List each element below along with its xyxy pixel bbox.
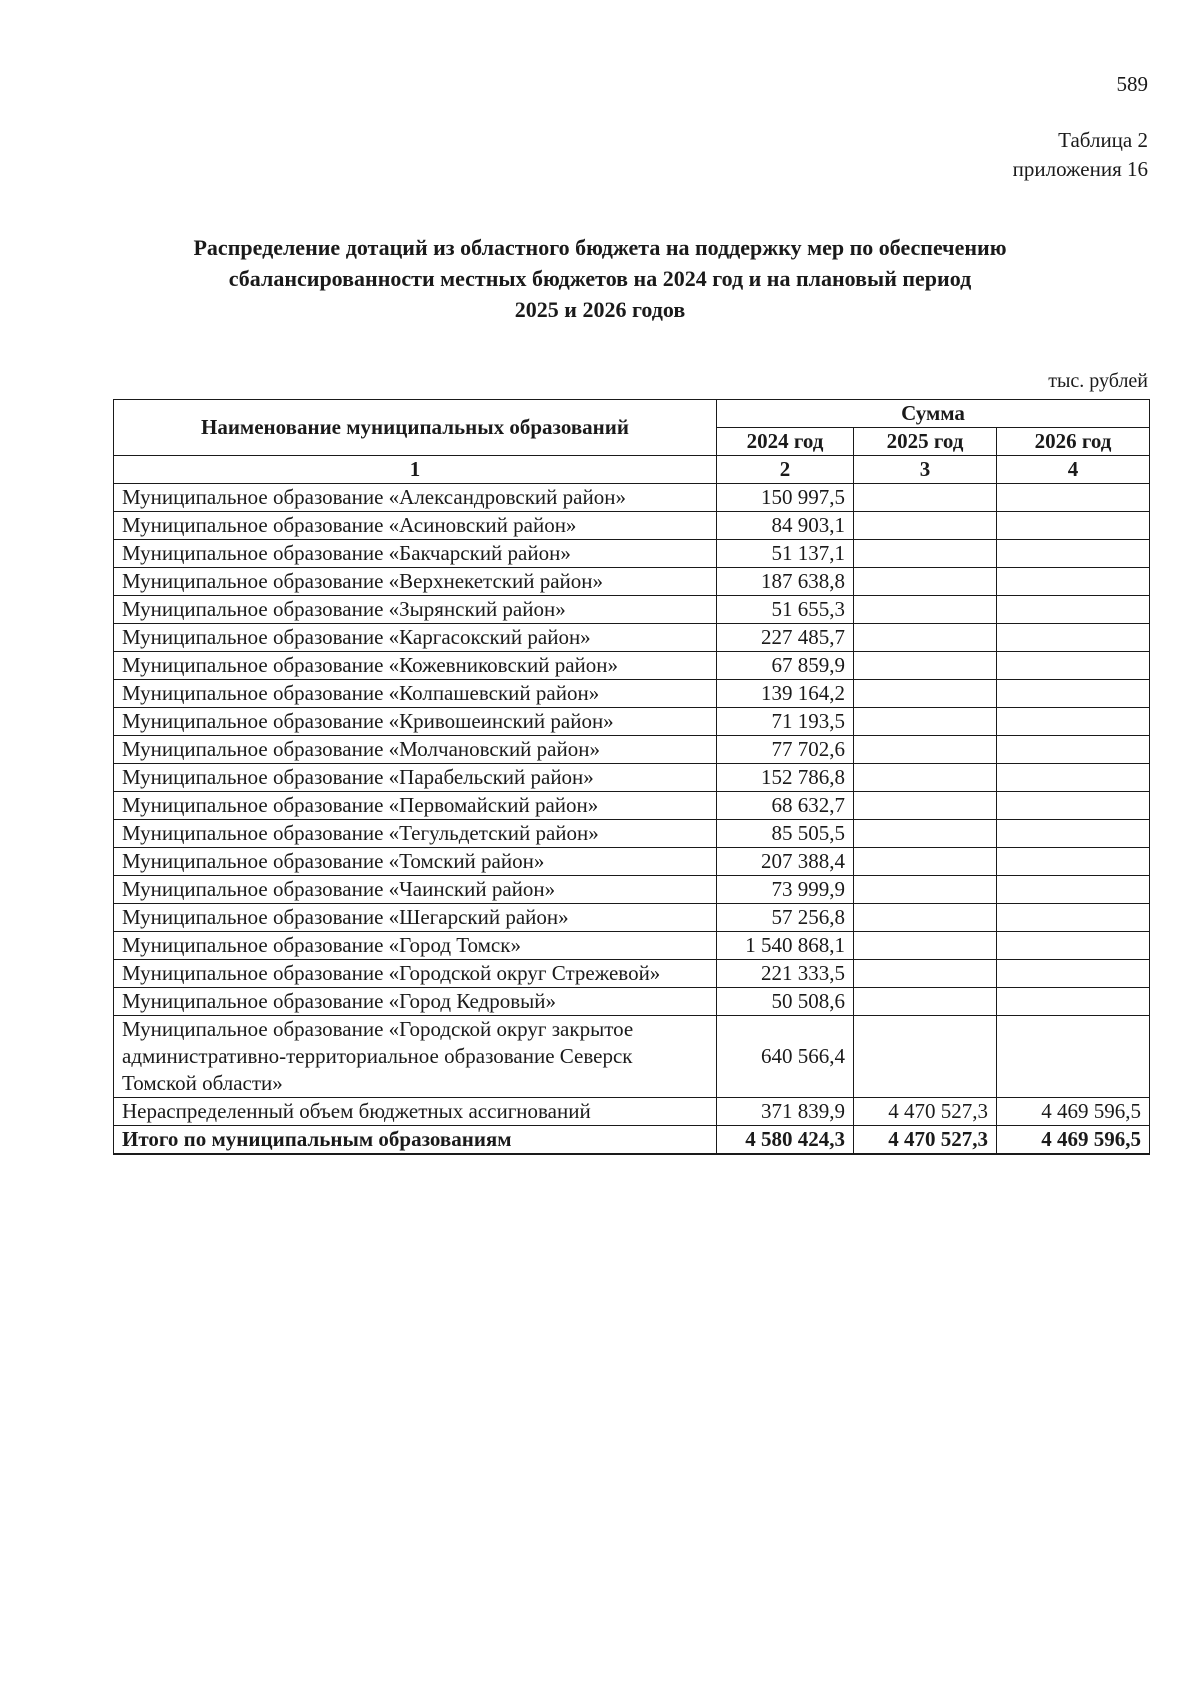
row-value-2025 xyxy=(854,932,997,960)
row-value-2024: 227 485,7 xyxy=(717,624,854,652)
table-row xyxy=(114,876,1150,904)
row-value-2025 xyxy=(854,736,997,764)
row-name: Муниципальное образование «Город Кедровый» xyxy=(114,988,717,1016)
row-value-2026 xyxy=(997,680,1150,708)
row-value-2024: 51 137,1 xyxy=(717,540,854,568)
row-value-2025 xyxy=(854,876,997,904)
row-value-2024: 50 508,6 xyxy=(717,988,854,1016)
row-value-2024: 221 333,5 xyxy=(717,960,854,988)
row-value-2026 xyxy=(997,708,1150,736)
row-name: Муниципальное образование «Молчановский район» xyxy=(114,736,717,764)
row-value-2026 xyxy=(997,540,1150,568)
row-value-2024: 67 859,9 xyxy=(717,652,854,680)
row-value-2026 xyxy=(997,848,1150,876)
row-value-2025: 4 470 527,3 xyxy=(854,1098,997,1126)
row-value-2025 xyxy=(854,764,997,792)
row-value-2025 xyxy=(854,1016,997,1098)
row-value-2025 xyxy=(854,848,997,876)
table-row xyxy=(114,904,1150,932)
table-reference-line-2: приложения 16 xyxy=(1012,157,1148,181)
row-value-2026 xyxy=(997,904,1150,932)
row-value-2025 xyxy=(854,512,997,540)
row-value-2026 xyxy=(997,652,1150,680)
row-name: Муниципальное образование «Верхнекетский район» xyxy=(114,568,717,596)
table-row xyxy=(114,988,1150,1016)
table-row xyxy=(114,1016,1150,1098)
row-value-2024: 150 997,5 xyxy=(717,484,854,512)
total-name: Итого по муниципальным образованиям xyxy=(114,1126,717,1155)
row-value-2024: 77 702,6 xyxy=(717,736,854,764)
row-value-2025 xyxy=(854,988,997,1016)
row-value-2026 xyxy=(997,764,1150,792)
row-value-2024: 73 999,9 xyxy=(717,876,854,904)
row-value-2026 xyxy=(997,624,1150,652)
header-row xyxy=(114,400,1150,428)
row-value-2026 xyxy=(997,736,1150,764)
row-value-2024: 207 388,4 xyxy=(717,848,854,876)
row-value-2025 xyxy=(854,568,997,596)
table-body xyxy=(114,484,1150,1155)
row-value-2025 xyxy=(854,540,997,568)
column-index: 4 xyxy=(997,456,1150,484)
table-row xyxy=(114,764,1150,792)
row-value-2024: 68 632,7 xyxy=(717,792,854,820)
total-value-2026: 4 469 596,5 xyxy=(997,1126,1150,1155)
column-index-row xyxy=(114,456,1150,484)
document-title-line-3: 2025 и 2026 годов xyxy=(514,297,686,322)
row-name: Муниципальное образование «Томский район» xyxy=(114,848,717,876)
header-year-2026: 2026 год xyxy=(997,428,1150,456)
table-row xyxy=(114,512,1150,540)
row-value-2026 xyxy=(997,876,1150,904)
header-year-2024: 2024 год xyxy=(717,428,854,456)
row-name: Муниципальное образование «Асиновский район» xyxy=(114,512,717,540)
page-number: 589 xyxy=(1116,72,1148,96)
row-value-2024: 71 193,5 xyxy=(717,708,854,736)
row-value-2026 xyxy=(997,792,1150,820)
row-name: Муниципальное образование «Тегульдетский район» xyxy=(114,820,717,848)
row-value-2024: 1 540 868,1 xyxy=(717,932,854,960)
row-value-2025 xyxy=(854,484,997,512)
row-name: Муниципальное образование «Зырянский район» xyxy=(114,596,717,624)
row-value-2026 xyxy=(997,820,1150,848)
row-name: Муниципальное образование «Город Томск» xyxy=(114,932,717,960)
row-value-2025 xyxy=(854,652,997,680)
header-year-2025: 2025 год xyxy=(854,428,997,456)
column-index: 2 xyxy=(717,456,854,484)
row-value-2026 xyxy=(997,596,1150,624)
table-row xyxy=(114,596,1150,624)
row-value-2026 xyxy=(997,1016,1150,1098)
row-name: Муниципальное образование «Парабельский район» xyxy=(114,764,717,792)
table-row xyxy=(114,652,1150,680)
row-value-2025 xyxy=(854,792,997,820)
row-value-2025 xyxy=(854,960,997,988)
row-value-2026 xyxy=(997,512,1150,540)
table-row xyxy=(114,624,1150,652)
row-name: Муниципальное образование «Кожевниковский район» xyxy=(114,652,717,680)
row-name: Муниципальное образование «Городской округ закрытое административно-территориальное образование Северск Томской области» xyxy=(114,1016,717,1098)
row-name: Муниципальное образование «Александровский район» xyxy=(114,484,717,512)
column-index: 3 xyxy=(854,456,997,484)
table-row xyxy=(114,540,1150,568)
table-row xyxy=(114,568,1150,596)
row-value-2024: 85 505,5 xyxy=(717,820,854,848)
row-value-2026 xyxy=(997,484,1150,512)
total-value-2024: 4 580 424,3 xyxy=(717,1126,854,1155)
table-row xyxy=(114,1098,1150,1126)
table-row xyxy=(114,484,1150,512)
row-value-2026 xyxy=(997,988,1150,1016)
row-value-2025 xyxy=(854,904,997,932)
row-value-2024: 640 566,4 xyxy=(717,1016,854,1098)
row-value-2025 xyxy=(854,680,997,708)
table-reference-line-1: Таблица 2 xyxy=(1058,128,1148,152)
row-value-2026: 4 469 596,5 xyxy=(997,1098,1150,1126)
row-name: Муниципальное образование «Бакчарский район» xyxy=(114,540,717,568)
row-name: Муниципальное образование «Городской округ Стрежевой» xyxy=(114,960,717,988)
row-name: Муниципальное образование «Каргасокский район» xyxy=(114,624,717,652)
table-row xyxy=(114,792,1150,820)
row-value-2025 xyxy=(854,820,997,848)
total-value-2025: 4 470 527,3 xyxy=(854,1126,997,1155)
row-value-2024: 51 655,3 xyxy=(717,596,854,624)
header-name: Наименование муниципальных образований xyxy=(114,400,717,456)
units-label: тыс. рублей xyxy=(1048,370,1148,392)
row-value-2024: 139 164,2 xyxy=(717,680,854,708)
row-name: Нераспределенный объем бюджетных ассигнований xyxy=(114,1098,717,1126)
table-row xyxy=(114,820,1150,848)
table-row xyxy=(114,736,1150,764)
table-row xyxy=(114,708,1150,736)
row-value-2024: 371 839,9 xyxy=(717,1098,854,1126)
row-name: Муниципальное образование «Колпашевский район» xyxy=(114,680,717,708)
row-name: Муниципальное образование «Шегарский район» xyxy=(114,904,717,932)
row-value-2025 xyxy=(854,624,997,652)
table-reference xyxy=(1013,126,1148,184)
table-row xyxy=(114,680,1150,708)
row-value-2026 xyxy=(997,568,1150,596)
row-value-2026 xyxy=(997,960,1150,988)
column-index: 1 xyxy=(114,456,717,484)
header-sum: Сумма xyxy=(717,400,1150,428)
row-value-2024: 187 638,8 xyxy=(717,568,854,596)
table-row xyxy=(114,932,1150,960)
table-row xyxy=(114,848,1150,876)
row-name: Муниципальное образование «Чаинский район» xyxy=(114,876,717,904)
row-name: Муниципальное образование «Кривошеинский район» xyxy=(114,708,717,736)
document-title-line-2: сбалансированности местных бюджетов на 2024 год и на плановый период xyxy=(228,266,972,291)
row-name: Муниципальное образование «Первомайский район» xyxy=(114,792,717,820)
row-value-2025 xyxy=(854,596,997,624)
row-value-2024: 84 903,1 xyxy=(717,512,854,540)
document-title-line-1: Распределение дотаций из областного бюджета на поддержку мер по обеспечению xyxy=(193,235,1007,260)
row-value-2024: 152 786,8 xyxy=(717,764,854,792)
table-row xyxy=(114,960,1150,988)
row-value-2025 xyxy=(854,708,997,736)
total-row xyxy=(114,1126,1150,1155)
row-value-2026 xyxy=(997,932,1150,960)
document-title xyxy=(80,232,1120,325)
budget-table xyxy=(113,399,1150,1155)
row-value-2024: 57 256,8 xyxy=(717,904,854,932)
